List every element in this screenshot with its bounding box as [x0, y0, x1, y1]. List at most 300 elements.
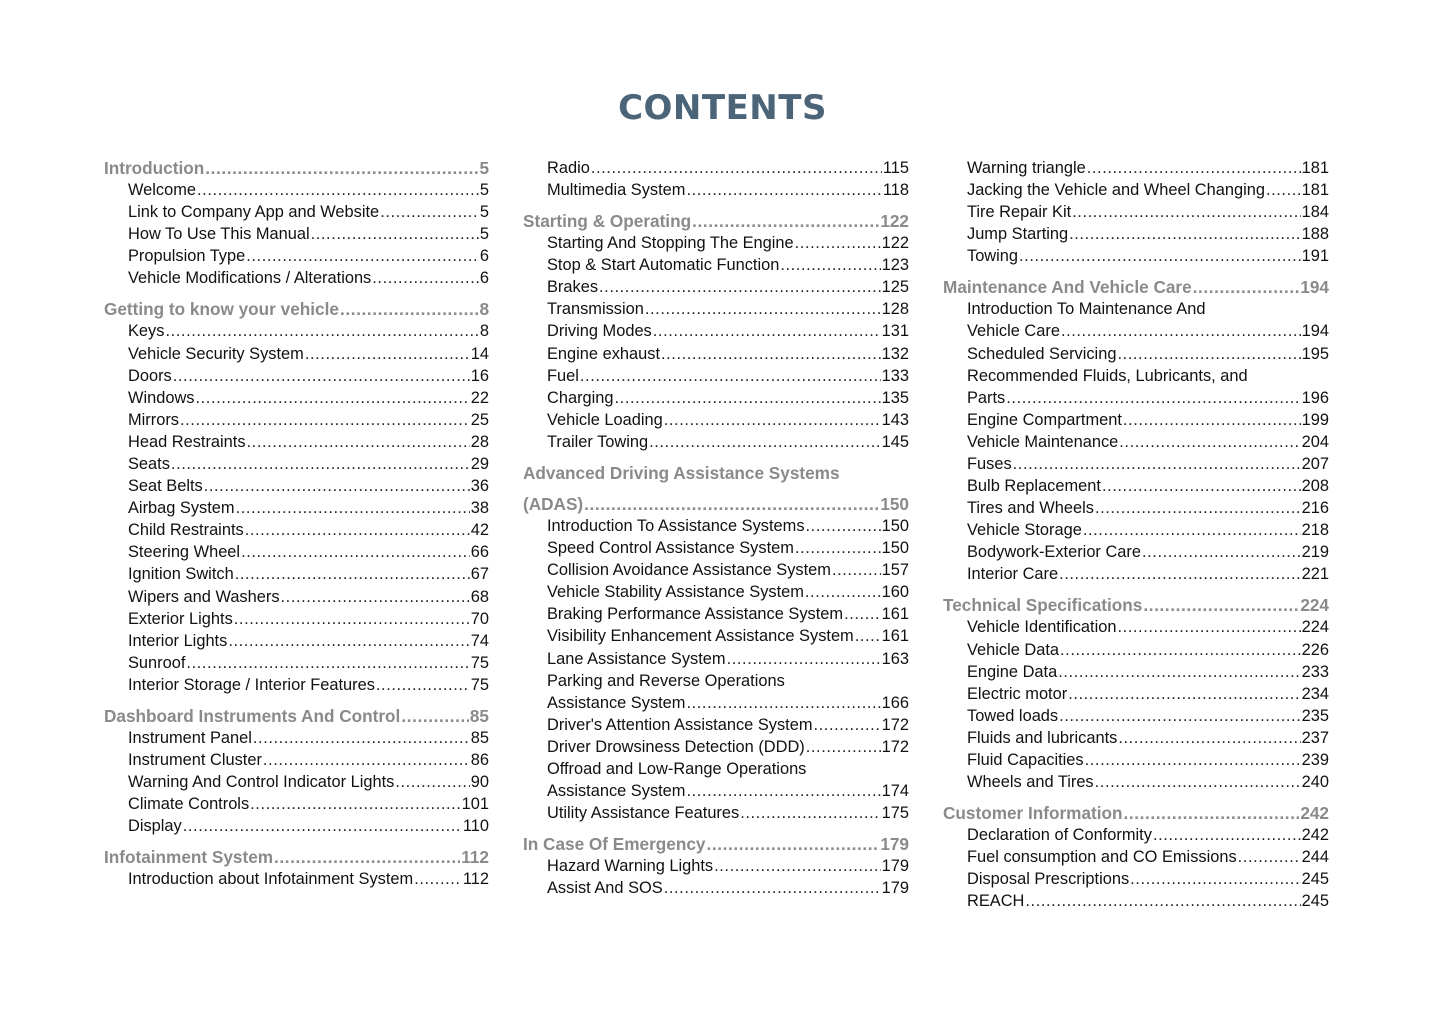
page-number: 179 — [880, 834, 909, 855]
toc-entry[interactable] — [104, 868, 489, 890]
page-number: 42 — [470, 521, 489, 540]
toc-section-heading[interactable] — [104, 705, 489, 727]
toc-entry[interactable] — [523, 365, 909, 387]
dot-leader — [686, 179, 881, 201]
toc-entry[interactable] — [104, 563, 489, 585]
dot-leader — [234, 608, 470, 630]
toc-entry[interactable] — [523, 780, 909, 802]
entry-title: Assistance System — [547, 693, 686, 712]
dot-leader — [1117, 616, 1300, 638]
page-number: 14 — [470, 344, 489, 363]
page-number: 172 — [881, 737, 909, 756]
dot-leader — [1142, 541, 1301, 563]
dot-leader — [414, 868, 462, 890]
entry-title: Radio — [547, 159, 590, 177]
toc-entry[interactable] — [523, 387, 909, 409]
toc-entry[interactable] — [943, 453, 1329, 475]
entry-title: Assist And SOS — [547, 879, 663, 898]
dot-leader — [380, 201, 479, 223]
toc-entry[interactable] — [943, 563, 1329, 585]
dot-leader — [196, 387, 470, 409]
toc-entry[interactable] — [943, 157, 1329, 179]
entry-title: Bulb Replacement — [967, 477, 1101, 496]
toc-entry[interactable] — [943, 223, 1329, 245]
page-number: 125 — [881, 278, 909, 297]
entry-title: Brakes — [547, 278, 599, 297]
section-title: Customer Information — [943, 803, 1123, 824]
toc-entry[interactable] — [104, 749, 489, 771]
toc-entry[interactable] — [943, 475, 1329, 497]
dot-leader — [706, 833, 879, 855]
page-number: 122 — [880, 210, 909, 231]
page-number: 174 — [881, 782, 909, 801]
entry-title: Display — [128, 817, 182, 836]
section-title: Starting & Operating — [523, 210, 692, 231]
dot-leader — [245, 519, 470, 541]
page-number: 112 — [461, 847, 489, 868]
toc-column-1 — [104, 157, 489, 890]
entry-title: Bodywork-Exterior Care — [967, 543, 1141, 562]
entry-title: Warning And Control Indicator Lights — [128, 773, 395, 792]
page-number: 216 — [1301, 499, 1329, 518]
entry-title: Towing — [967, 247, 1019, 266]
dot-leader — [1085, 749, 1301, 771]
entry-title: Fuel — [547, 366, 579, 385]
toc-entry[interactable] — [523, 157, 909, 179]
page-number: 67 — [470, 565, 489, 584]
toc-section-heading[interactable] — [104, 298, 489, 320]
dot-leader — [1006, 387, 1300, 409]
dot-leader — [1238, 846, 1301, 868]
page-number: 196 — [1301, 388, 1329, 407]
dot-leader — [180, 409, 470, 431]
page-number: 234 — [1301, 684, 1329, 703]
entry-title: Starting And Stopping The Engine — [547, 234, 794, 253]
entry-title: Engine Data — [967, 662, 1058, 681]
page-number: 194 — [1300, 277, 1329, 298]
page-number: 6 — [479, 247, 489, 266]
toc-entry[interactable] — [943, 541, 1329, 563]
toc-entry[interactable] — [104, 541, 489, 563]
section-title: Advanced Driving Assistance Systems — [523, 462, 840, 483]
toc-entry[interactable] — [523, 670, 909, 692]
dot-leader — [686, 780, 880, 802]
entry-title: Seats — [128, 455, 170, 474]
dot-leader — [205, 157, 478, 179]
page-number: 143 — [881, 410, 909, 429]
toc-entry[interactable] — [523, 736, 909, 758]
page-number: 145 — [881, 432, 909, 451]
dot-leader — [649, 431, 881, 453]
page-number: 188 — [1301, 225, 1329, 244]
toc-entry[interactable] — [523, 877, 909, 899]
page-number: 70 — [470, 609, 489, 628]
toc-section-heading[interactable] — [104, 846, 489, 868]
dot-leader — [1072, 201, 1301, 223]
dot-leader — [1019, 245, 1301, 267]
dot-leader — [311, 223, 479, 245]
toc-entry[interactable] — [104, 365, 489, 387]
toc-entry[interactable] — [104, 630, 489, 652]
dot-leader — [1143, 594, 1299, 616]
entry-title: Tire Repair Kit — [967, 203, 1072, 222]
dot-leader — [305, 343, 470, 365]
entry-title: Fuses — [967, 455, 1012, 474]
page-number: 101 — [461, 795, 489, 814]
toc-entry[interactable] — [104, 608, 489, 630]
entry-title: Wheels and Tires — [967, 773, 1094, 792]
dot-leader — [1058, 661, 1300, 683]
section-title: Getting to know your vehicle — [104, 299, 339, 320]
toc-entry[interactable] — [943, 683, 1329, 705]
toc-section-heading[interactable] — [523, 833, 909, 855]
toc-entry[interactable] — [104, 793, 489, 815]
entry-title: Braking Performance Assistance System — [547, 605, 844, 624]
page-number: 204 — [1301, 432, 1329, 451]
toc-entry[interactable] — [523, 276, 909, 298]
dot-leader — [1059, 705, 1301, 727]
toc-entry[interactable] — [943, 431, 1329, 453]
toc-entry[interactable] — [523, 625, 909, 647]
toc-section-heading[interactable] — [523, 493, 909, 515]
dot-leader — [806, 515, 881, 537]
page-number: 150 — [881, 539, 909, 558]
toc-entry[interactable] — [943, 497, 1329, 519]
page-number: 224 — [1301, 618, 1329, 637]
toc-entry[interactable] — [943, 245, 1329, 267]
section-title: Technical Specifications — [943, 595, 1143, 616]
page-number: 237 — [1301, 728, 1329, 747]
entry-title: Doors — [128, 366, 172, 385]
toc-section-heading[interactable] — [104, 157, 489, 179]
toc-entry[interactable] — [943, 868, 1329, 890]
toc-entry[interactable] — [523, 648, 909, 670]
entry-title: Propulsion Type — [128, 247, 246, 266]
entry-title: Interior Lights — [128, 631, 228, 650]
page-number: 123 — [881, 256, 909, 275]
dot-leader — [661, 343, 881, 365]
entry-title: Tires and Wheels — [967, 499, 1094, 518]
page-number: 128 — [881, 300, 909, 319]
toc-entry[interactable] — [943, 705, 1329, 727]
entry-title: Driver's Attention Assistance System — [547, 715, 813, 734]
toc-entry[interactable] — [943, 409, 1329, 431]
entry-title: Jump Starting — [967, 225, 1069, 244]
toc-entry[interactable] — [523, 320, 909, 342]
toc-entry[interactable] — [943, 320, 1329, 342]
entry-title: Vehicle Maintenance — [967, 432, 1119, 451]
entry-title: Vehicle Stability Assistance System — [547, 583, 804, 602]
dot-leader — [1124, 802, 1300, 824]
dot-leader — [795, 537, 881, 559]
page-number: 135 — [881, 388, 909, 407]
page-number: 150 — [880, 493, 909, 514]
dot-leader — [780, 254, 880, 276]
page-number: 161 — [881, 605, 909, 624]
toc-entry[interactable] — [523, 855, 909, 877]
toc-entry[interactable] — [523, 692, 909, 714]
page-number: 161 — [881, 627, 909, 646]
entry-title: Vehicle Modifications / Alterations — [128, 269, 372, 288]
entry-title: Towed loads — [967, 706, 1059, 725]
toc-entry[interactable] — [104, 267, 489, 289]
dot-leader — [1119, 431, 1300, 453]
page-title: CONTENTS — [618, 88, 827, 128]
page-number: 244 — [1301, 848, 1329, 867]
dot-leader — [664, 409, 881, 431]
dot-leader — [844, 603, 881, 625]
entry-title: Interior Storage / Interior Features — [128, 675, 375, 694]
toc-entry[interactable] — [104, 727, 489, 749]
entry-title: Interior Care — [967, 565, 1059, 584]
section-title: Dashboard Instruments And Control — [104, 705, 401, 726]
toc-entry[interactable] — [523, 254, 909, 276]
dot-leader — [855, 625, 881, 647]
toc-entry[interactable] — [523, 758, 909, 780]
page-number: 85 — [470, 728, 489, 747]
entry-title: Disposal Prescriptions — [967, 870, 1130, 889]
dot-leader — [1102, 475, 1301, 497]
dot-leader — [1069, 223, 1301, 245]
dot-leader — [1123, 409, 1301, 431]
dot-leader — [591, 157, 882, 179]
toc-entry[interactable] — [104, 387, 489, 409]
dot-leader — [645, 298, 881, 320]
toc-entry[interactable] — [943, 201, 1329, 223]
entry-title: Vehicle Data — [967, 640, 1060, 659]
entry-title: Instrument Cluster — [128, 751, 262, 770]
toc-entry[interactable] — [943, 661, 1329, 683]
entry-title: Assistance System — [547, 782, 686, 801]
page-number: 242 — [1300, 803, 1329, 824]
dot-leader — [805, 581, 881, 603]
entry-title: Ignition Switch — [128, 565, 234, 584]
dot-leader — [236, 497, 470, 519]
toc-entry[interactable] — [104, 771, 489, 793]
dot-leader — [584, 493, 879, 515]
page-number: 16 — [470, 366, 489, 385]
toc-entry[interactable] — [943, 824, 1329, 846]
dot-leader — [1061, 320, 1301, 342]
toc-entry[interactable] — [104, 179, 489, 201]
dot-leader — [246, 245, 479, 267]
entry-title: Warning triangle — [967, 159, 1086, 177]
dot-leader — [340, 298, 479, 320]
page-number: 110 — [462, 817, 489, 836]
entry-title: Declaration of Conformity — [967, 826, 1152, 845]
entry-title: REACH — [967, 892, 1025, 911]
entry-title: Child Restraints — [128, 521, 244, 540]
toc-entry[interactable] — [943, 846, 1329, 868]
section-title: In Case Of Emergency — [523, 834, 706, 855]
entry-title: Vehicle Security System — [128, 344, 304, 363]
entry-title: Trailer Towing — [547, 432, 649, 451]
toc-entry[interactable] — [523, 343, 909, 365]
page-number: 115 — [882, 159, 909, 177]
page-number: 181 — [1301, 159, 1329, 177]
toc-section-heading[interactable] — [943, 802, 1329, 824]
toc-entry[interactable] — [104, 519, 489, 541]
entry-title: Vehicle Storage — [967, 521, 1082, 540]
page-number: 157 — [881, 561, 909, 580]
page-number: 131 — [881, 322, 909, 341]
entry-title: Introduction To Assistance Systems — [547, 517, 805, 535]
toc-entry[interactable] — [104, 320, 489, 342]
entry-title: Airbag System — [128, 499, 235, 518]
toc-entry[interactable] — [943, 387, 1329, 409]
dot-leader — [1025, 890, 1300, 912]
dot-leader — [204, 475, 470, 497]
dot-leader — [664, 877, 881, 899]
toc-entry[interactable] — [943, 749, 1329, 771]
toc-entry[interactable] — [943, 519, 1329, 541]
dot-leader — [795, 232, 881, 254]
toc-entry[interactable] — [523, 409, 909, 431]
page-number: 28 — [470, 432, 489, 451]
dot-leader — [740, 802, 880, 824]
toc-entry[interactable] — [943, 343, 1329, 365]
toc-entry[interactable] — [104, 201, 489, 223]
toc-entry[interactable] — [943, 365, 1329, 387]
dot-leader — [615, 387, 881, 409]
toc-entry[interactable] — [943, 890, 1329, 912]
entry-title: Instrument Panel — [128, 728, 252, 747]
toc-entry[interactable] — [523, 179, 909, 201]
page-number: 29 — [470, 455, 489, 474]
toc-section-heading[interactable] — [523, 210, 909, 232]
dot-leader — [727, 648, 881, 670]
page-number: 184 — [1301, 203, 1329, 222]
dot-leader — [1068, 683, 1300, 705]
toc-entry[interactable] — [104, 453, 489, 475]
toc-entry[interactable] — [523, 559, 909, 581]
toc-entry[interactable] — [104, 674, 489, 696]
page-number: 219 — [1301, 543, 1329, 562]
dot-leader — [1083, 519, 1301, 541]
toc-entry[interactable] — [943, 727, 1329, 749]
page-number: 6 — [479, 269, 489, 288]
dot-leader — [253, 727, 470, 749]
dot-leader — [580, 365, 881, 387]
page-number: 8 — [479, 299, 489, 320]
dot-leader — [274, 846, 460, 868]
toc-entry[interactable] — [943, 771, 1329, 793]
page-number: 122 — [881, 234, 909, 253]
toc-entry[interactable] — [523, 714, 909, 736]
page-number: 25 — [470, 410, 489, 429]
toc-entry[interactable] — [104, 586, 489, 608]
toc-entry[interactable] — [104, 652, 489, 674]
page-number: 221 — [1301, 565, 1329, 584]
dot-leader — [395, 771, 469, 793]
page-number: 133 — [881, 366, 909, 385]
section-title: Maintenance And Vehicle Care — [943, 277, 1192, 298]
page-number: 199 — [1301, 410, 1329, 429]
dot-leader — [173, 365, 470, 387]
toc-entry[interactable] — [943, 616, 1329, 638]
page-number: 38 — [470, 499, 489, 518]
entry-title: Engine exhaust — [547, 344, 660, 363]
toc-entry[interactable] — [104, 409, 489, 431]
dot-leader — [692, 210, 879, 232]
toc-section-heading[interactable] — [943, 594, 1329, 616]
page-number: 172 — [881, 715, 909, 734]
toc-entry[interactable] — [523, 581, 909, 603]
toc-entry[interactable] — [104, 475, 489, 497]
toc-entry[interactable] — [523, 537, 909, 559]
entry-title: Windows — [128, 388, 195, 407]
dot-leader — [183, 815, 462, 837]
page-number: 5 — [479, 225, 489, 244]
dot-leader — [1130, 868, 1300, 890]
dot-leader — [250, 793, 460, 815]
toc-entry[interactable] — [523, 298, 909, 320]
toc-entry[interactable] — [523, 802, 909, 824]
dot-leader — [813, 714, 880, 736]
page-number: 132 — [881, 344, 909, 363]
entry-title: Wipers and Washers — [128, 587, 280, 606]
entry-title: Collision Avoidance Assistance System — [547, 561, 831, 580]
dot-leader — [599, 276, 881, 298]
toc-entry[interactable] — [943, 179, 1329, 201]
toc-section-heading[interactable] — [523, 462, 909, 484]
toc-entry[interactable] — [104, 815, 489, 837]
entry-title: Exterior Lights — [128, 609, 233, 628]
page-number: 86 — [470, 751, 489, 770]
page-number: 90 — [470, 773, 489, 792]
toc-entry[interactable] — [943, 298, 1329, 320]
page-number: 240 — [1301, 773, 1329, 792]
dot-leader — [247, 431, 470, 453]
entry-title: Vehicle Care — [967, 322, 1060, 341]
toc-entry[interactable] — [943, 639, 1329, 661]
toc-entry[interactable] — [523, 431, 909, 453]
toc-entry[interactable] — [104, 245, 489, 267]
page-number: 166 — [881, 693, 909, 712]
toc-entry[interactable] — [523, 515, 909, 537]
page-number: 194 — [1301, 322, 1329, 341]
entry-title: Introduction To Maintenance And — [967, 300, 1206, 319]
entry-title: Electric motor — [967, 684, 1068, 703]
dot-leader — [653, 320, 881, 342]
dot-leader — [401, 705, 469, 727]
dot-leader — [1117, 343, 1300, 365]
toc-entry[interactable] — [104, 497, 489, 519]
dot-leader — [806, 736, 881, 758]
dot-leader — [171, 453, 470, 475]
toc-entry[interactable] — [523, 603, 909, 625]
dot-leader — [1087, 157, 1301, 179]
entry-title: Parking and Reverse Operations — [547, 671, 785, 690]
page-number: 239 — [1301, 751, 1329, 770]
dot-leader — [1095, 497, 1301, 519]
toc-entry[interactable] — [104, 431, 489, 453]
entry-title: Steering Wheel — [128, 543, 241, 562]
entry-title: Welcome — [128, 181, 197, 200]
page-number: 22 — [470, 388, 489, 407]
entry-title: Climate Controls — [128, 795, 250, 814]
page-number: 160 — [881, 583, 909, 602]
entry-title: Mirrors — [128, 410, 179, 429]
toc-entry[interactable] — [523, 232, 909, 254]
toc-section-heading[interactable] — [943, 276, 1329, 298]
section-title: Infotainment System — [104, 847, 274, 868]
toc-entry[interactable] — [104, 343, 489, 365]
page-number: 150 — [881, 517, 909, 535]
page-number: 5 — [479, 181, 489, 200]
entry-title: Recommended Fluids, Lubricants, and — [967, 366, 1248, 385]
toc-entry[interactable] — [104, 223, 489, 245]
